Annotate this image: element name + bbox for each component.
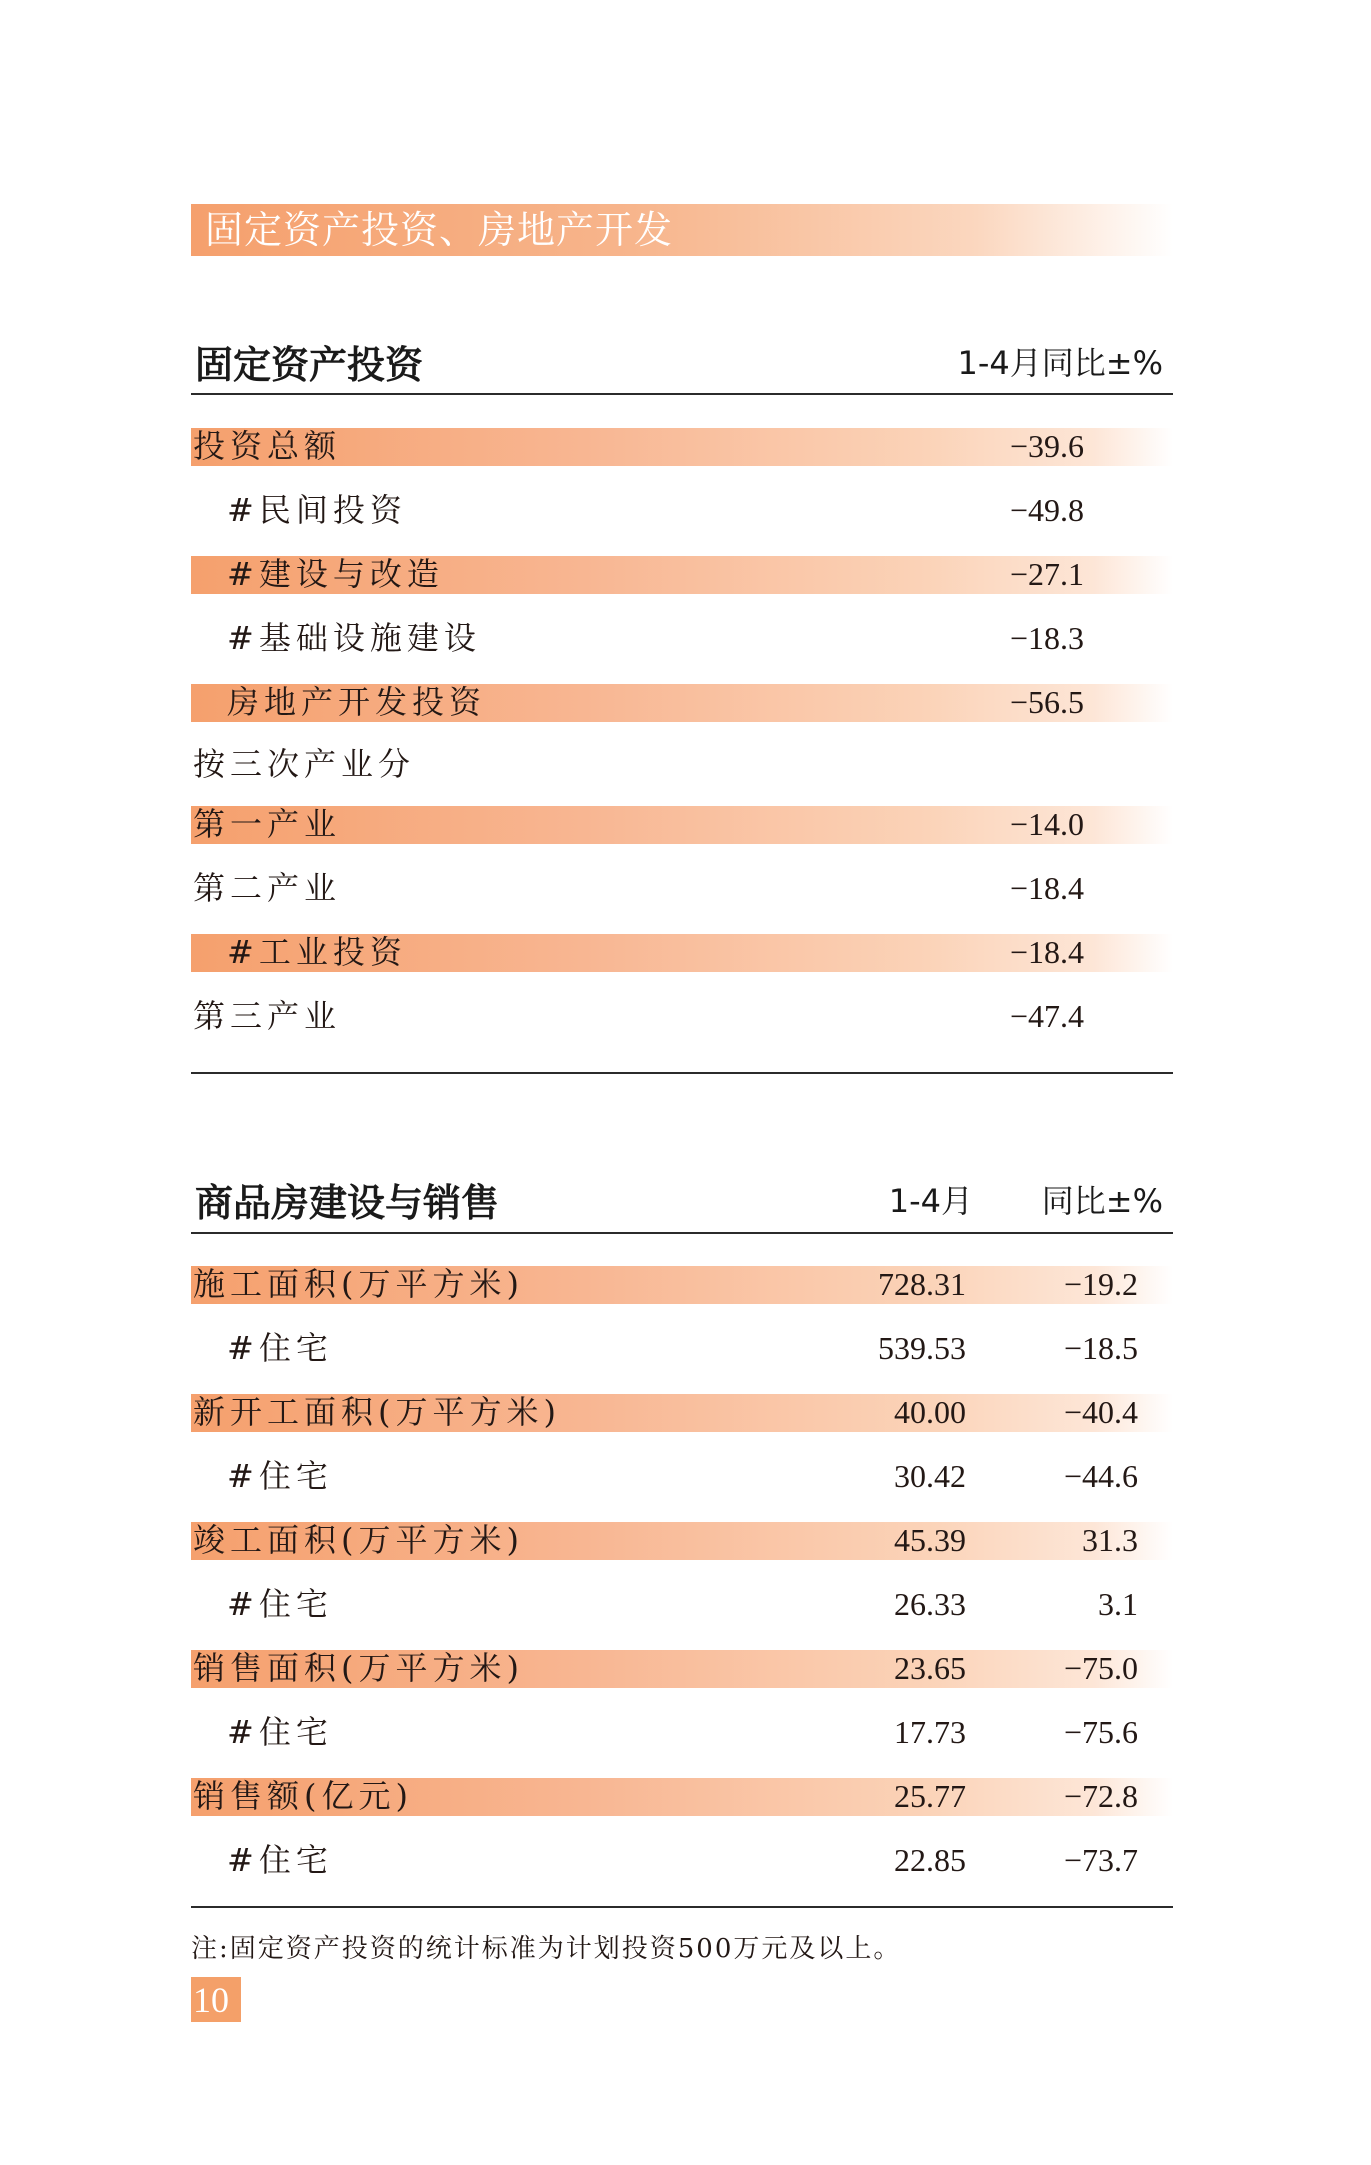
row-value: 45.39 xyxy=(894,1522,966,1558)
row-yoy: 3.1 xyxy=(1098,1586,1138,1622)
table2-col-header-yoy: 同比±% xyxy=(1041,1182,1163,1220)
row-yoy: −73.7 xyxy=(1063,1842,1138,1878)
table-row xyxy=(191,684,1173,722)
row-label: #住宅 xyxy=(227,1585,333,1623)
row-label: #住宅 xyxy=(227,1713,333,1751)
table-row xyxy=(191,428,1173,466)
row-yoy: −18.5 xyxy=(1063,1330,1138,1366)
row-label: 按三次产业分 xyxy=(193,745,416,783)
row-label: #住宅 xyxy=(227,1841,333,1879)
table1-header xyxy=(191,334,1173,387)
row-value: 30.42 xyxy=(894,1458,966,1494)
table-row xyxy=(191,1586,1173,1624)
row-label: 第三产业 xyxy=(193,997,342,1035)
row-label: 销售额(亿元) xyxy=(193,1777,413,1815)
table2-top-rule xyxy=(191,1232,1173,1234)
row-yoy: 31.3 xyxy=(1082,1522,1138,1558)
row-yoy: −44.6 xyxy=(1063,1458,1138,1494)
row-label: 第二产业 xyxy=(193,869,342,907)
row-value: 728.31 xyxy=(878,1266,966,1302)
row-value: 25.77 xyxy=(894,1778,966,1814)
section-title: 固定资产投资、房地产开发 xyxy=(205,208,674,252)
table-row xyxy=(191,1842,1173,1880)
table-row xyxy=(191,1266,1173,1304)
table2-title: 商品房建设与销售 xyxy=(195,1181,500,1225)
row-yoy: −19.2 xyxy=(1063,1266,1138,1302)
table-row xyxy=(191,1778,1173,1816)
row-value: 17.73 xyxy=(894,1714,966,1750)
row-value: −56.5 xyxy=(1009,684,1084,720)
section-banner xyxy=(191,204,1173,256)
table-row xyxy=(191,1458,1173,1496)
table-row xyxy=(191,556,1173,594)
row-value: −47.4 xyxy=(1009,998,1084,1034)
row-value: 539.53 xyxy=(878,1330,966,1366)
row-label: #工业投资 xyxy=(227,933,407,971)
table1-top-rule xyxy=(191,393,1173,395)
row-value: −49.8 xyxy=(1009,492,1084,528)
table2-header xyxy=(191,1172,1173,1225)
row-value: 40.00 xyxy=(894,1394,966,1430)
table-row xyxy=(191,1394,1173,1432)
row-yoy: −75.0 xyxy=(1063,1650,1138,1686)
row-label: 销售面积(万平方米) xyxy=(193,1649,524,1687)
row-label: 第一产业 xyxy=(193,805,342,843)
table-row xyxy=(191,998,1173,1036)
row-value: −27.1 xyxy=(1009,556,1084,592)
table-row xyxy=(191,492,1173,530)
row-value: −18.3 xyxy=(1009,620,1084,656)
table1-bottom-rule xyxy=(191,1072,1173,1074)
row-label: #民间投资 xyxy=(227,491,407,529)
page-number: 10 xyxy=(193,1980,229,2020)
row-value: −18.4 xyxy=(1009,870,1084,906)
table-row xyxy=(191,934,1173,972)
table2-bottom-rule xyxy=(191,1906,1173,1908)
table-row xyxy=(191,806,1173,844)
table-row xyxy=(191,746,1173,784)
row-yoy: −72.8 xyxy=(1063,1778,1138,1814)
row-label: #住宅 xyxy=(227,1457,333,1495)
table-row xyxy=(191,1650,1173,1688)
row-value: −18.4 xyxy=(1009,934,1084,970)
row-label: #建设与改造 xyxy=(227,555,444,593)
row-value: −14.0 xyxy=(1009,806,1084,842)
row-yoy: −75.6 xyxy=(1063,1714,1138,1750)
table-row xyxy=(191,1330,1173,1368)
row-value: 22.85 xyxy=(894,1842,966,1878)
table2-col-header-period: 1-4月 xyxy=(888,1182,973,1220)
row-label: 竣工面积(万平方米) xyxy=(193,1521,524,1559)
table1-title: 固定资产投资 xyxy=(195,343,424,387)
row-label: 新开工面积(万平方米) xyxy=(193,1393,561,1431)
page-number-badge xyxy=(191,1977,241,2022)
row-label: #基础设施建设 xyxy=(227,619,481,657)
table-row xyxy=(191,1522,1173,1560)
table-row xyxy=(191,1714,1173,1752)
row-label: 施工面积(万平方米) xyxy=(193,1265,524,1303)
row-value: −39.6 xyxy=(1009,428,1084,464)
footnote: 注:固定资产投资的统计标准为计划投资500万元及以上。 xyxy=(191,1934,902,1964)
table1-col-header: 1-4月同比±% xyxy=(957,344,1163,382)
row-yoy: −40.4 xyxy=(1063,1394,1138,1430)
table-row xyxy=(191,620,1173,658)
row-value: 26.33 xyxy=(894,1586,966,1622)
table-row xyxy=(191,870,1173,908)
row-label: 房地产开发投资 xyxy=(227,683,487,721)
row-value: 23.65 xyxy=(894,1650,966,1686)
row-label: 投资总额 xyxy=(193,427,342,465)
row-label: #住宅 xyxy=(227,1329,333,1367)
